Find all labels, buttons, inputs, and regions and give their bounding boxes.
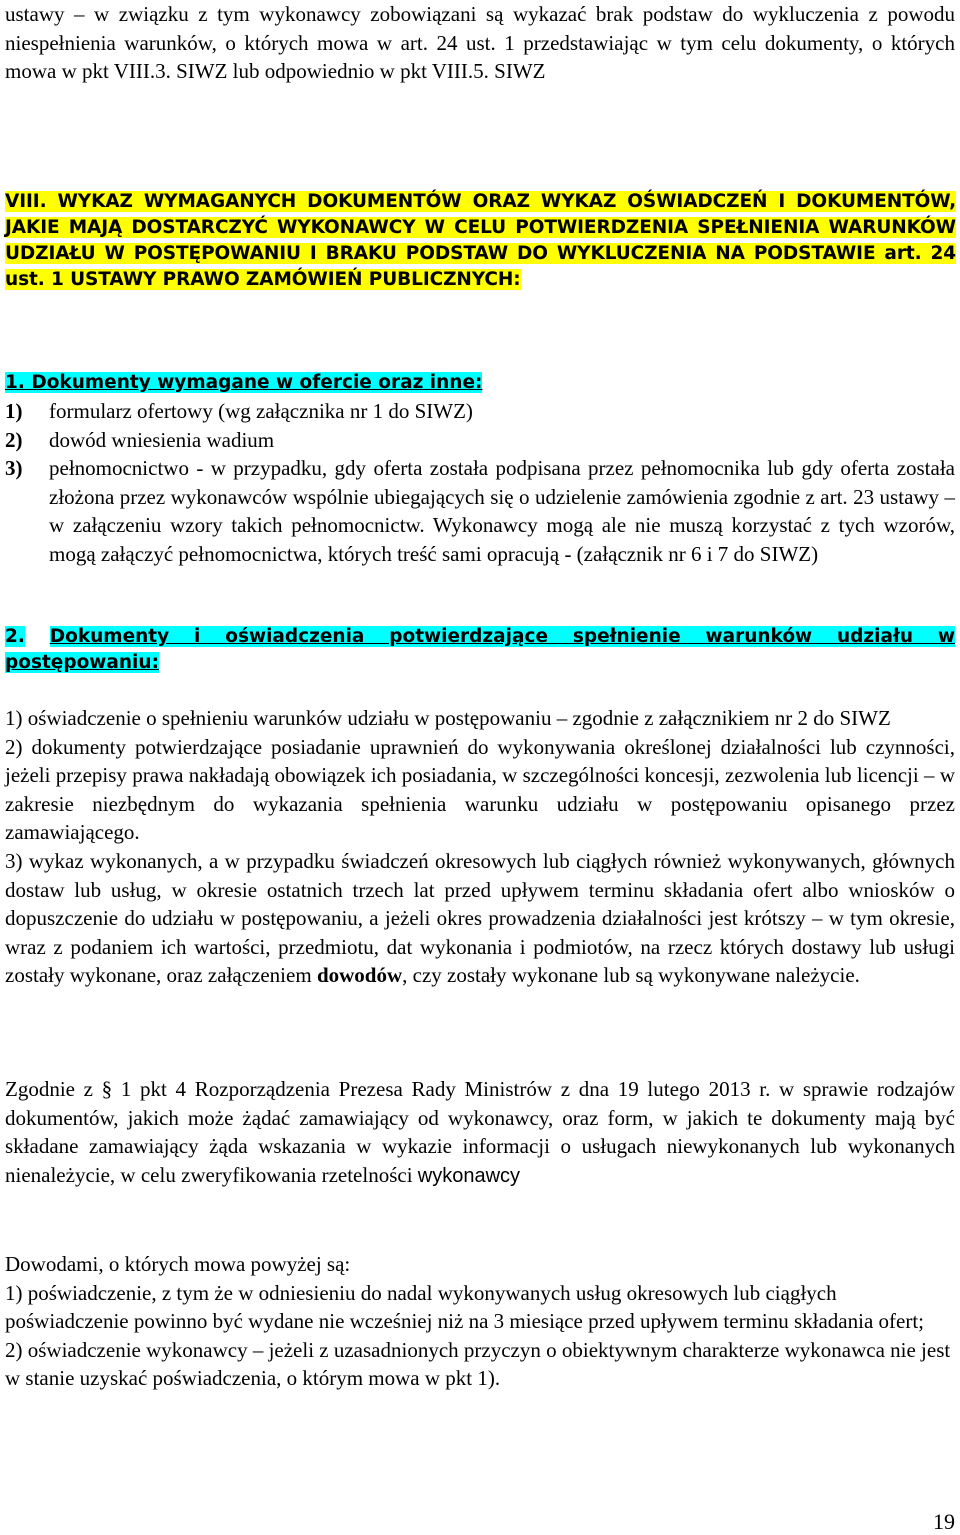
evidence-item-1: 1) poświadczenie, z tym że w odniesieniu do nadal wykonywanych usług okresowych lub ciągłych poświadczenie powinno być wydane nie wcześniej niż na 3 miesiące przed upływem terminu składania ofert; [5,1280,925,1334]
requirement-paragraph-1: 1) oświadczenie o spełnieniu warunków udziału w postępowaniu – zgodnie z załącznikiem nr 2 do SIWZ [5,706,891,730]
list-item-text: dowód wniesienia wadium [49,427,275,452]
intro-paragraph: ustawy – w związku z tym wykonawcy zobowiązani są wykazać brak podstaw do wykluczenia z powodu niespełnienia warunków, o których mowa w art. 24 ust. 1 przedstawiając w tym celu dokumenty, o których mowa w pkt VIII.3. SIWZ lub odpowiednio w pkt VIII.5. SIWZ [5,2,955,84]
section-heading [5,189,956,293]
subsection-2-body [5,704,955,990]
regulation-paragraph-text: Zgodnie z § 1 pkt 4 Rozporządzenia Prezesa Rady Ministrów z dna 19 lutego 2013 r. w sprawie rodzajów dokumentów, jakich może żądać zamawiający od wykonawcy, oraz form, w jakich te dokumenty mają być składane zamawiający żąda wskazania w wykazie informacji o usługach niewykonanych lub wykonanych nienależycie, w celu zweryfikowania rzetelności [5,1077,955,1187]
requirement-paragraph-3-end: , czy zostały wykonane lub są wykonywane należycie. [402,963,860,988]
subsection-1-heading [5,370,482,396]
list-item-text: pełnomocnictwo - w przypadku, gdy oferta została podpisana przez pełnomocnika lub gdy oferta została złożona przez wykonawców wspólnie ubiegających się o udzielenie zamówienia zgodnie z art. 23 ustawy – w załączeniu wzory takich pełnomocnictw. Wykonawcy mogą ale nie muszą korzystać z tych wzorów, mogą załączyć pełnomocnictwa, których treść sami opracują - (załącznik nr 6 i 7 do SIWZ) [49,456,955,566]
subsection-1-list [5,397,955,569]
evidence-intro: Dowodami, o których mowa powyżej są: [5,1252,351,1276]
subsection-2-heading-number: 2. [5,626,25,647]
requirement-paragraph-2: 2) dokumenty potwierdzające posiadanie uprawnień do wykonywania określonej działalności lub czynności, jeżeli przepisy prawa nakładają obowiązek ich posiadania, w szczególności koncesji, zezwolenia lub licencji – w zakresie niezbędnym do wykazania spełnienia warunku udziału w postępowaniu opisanego przez zamawiającego. [5,734,955,845]
evidence-item-2: 2) oświadczenie wykonawcy – jeżeli z uzasadnionych przyczyn o obiektywnym charakterze wykonawca nie jest w stanie uzyskać poświadczenia, o którym mowa w pkt 1). [5,1337,951,1391]
requirement-paragraph-3 [5,847,955,990]
regulation-paragraph-tail: wykonawcy [417,1164,521,1187]
subsection-2-heading-text: Dokumenty i oświadczenia potwierdzające spełnienie warunków udziału w postępowaniu: [5,626,955,673]
list-item [5,397,955,426]
list-item [5,454,955,568]
list-item [5,426,955,455]
list-item-number: 1) [5,399,23,423]
requirement-paragraph-3-text: 3) wykaz wykonanych, a w przypadku świadczeń okresowych lub ciągłych również wykonywanych, głównych dostaw lub usług, w okresie ostatnich trzech lat przed upływem terminu składania ofert albo wniosków o dopuszczenie do udziału w postępowaniu, a jeżeli okres prowadzenia działalności jest krótszy – w tym okresie, wraz z podaniem ich wartości, przedmiotu, dat wykonania i podmiotów, na rzecz których dostawy lub usługi zostały wykonane, oraz załączeniem [5,848,955,988]
list-item-text: formularz ofertowy (wg załącznika nr 1 do SIWZ) [49,399,473,423]
requirement-paragraph-3-bold: dowodów [316,963,403,988]
list-item-number: 2) [5,427,23,452]
regulation-paragraph [5,1075,955,1190]
subsection-1-heading-text: 1. Dokumenty wymagane w ofercie oraz inne: [5,372,483,393]
subsection-2-heading [5,624,955,676]
evidence-section [5,1250,955,1393]
section-heading-text: VIII. WYKAZ WYMAGANYCH DOKUMENTÓW ORAZ WYKAZ OŚWIADCZEŃ I DOKUMENTÓW, JAKIE MAJĄ DOSTARCZYĆ WYKONAWCY W CELU POTWIERDZENIA SPEŁNIENIA WARUNKÓW UDZIAŁU W POSTĘPOWANIU I BRAKU PODSTAW DO WYKLUCZENIA NA PODSTAWIE art. 24 ust. 1 USTAWY PRAWO ZAMÓWIEŃ PUBLICZNYCH: [5,191,956,290]
list-item-number: 3) [5,456,23,481]
page-number: 19 [933,1509,955,1534]
